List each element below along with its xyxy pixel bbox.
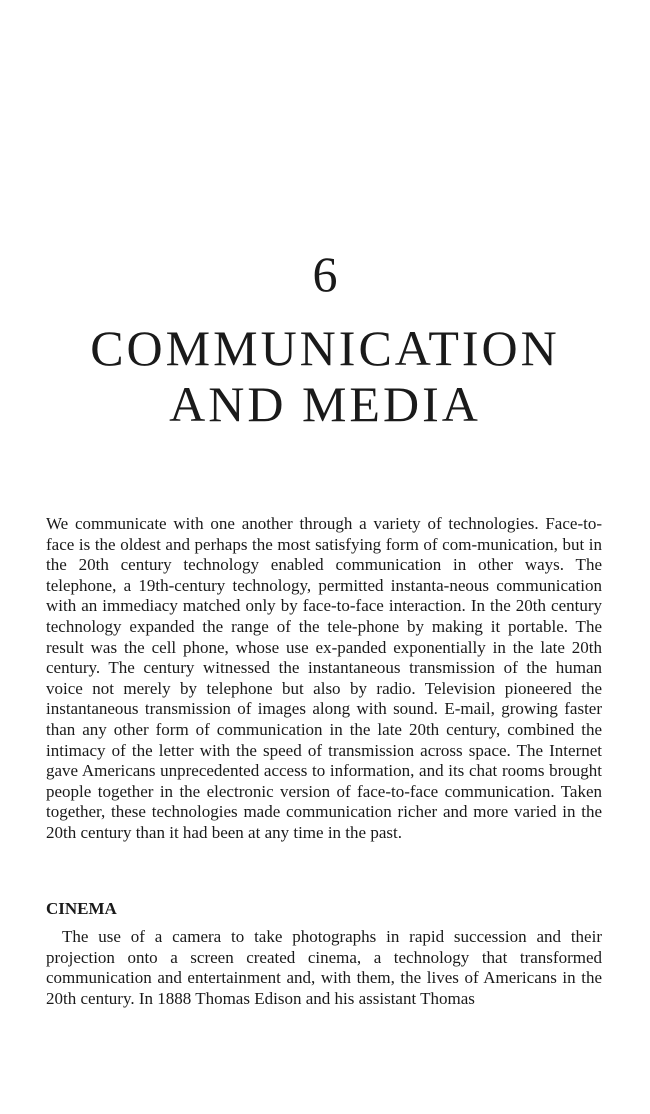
chapter-number: 6 — [312, 246, 338, 302]
section-paragraph: The use of a camera to take photographs in rapid succession and their projection onto a screen created cinema, a technology that transformed communication and entertainment and, with them, the lives of Americans in the 20th century. In 1888 Thomas Edison and his assistant Thomas — [46, 927, 602, 1008]
intro-paragraph: We communicate with one another through a variety of technologies. Face-to-face is the oldest and perhaps the most satisfying form of com-munication, but in the 20th century technology enabled communication in other ways. The telephone, a 19th-century technology, permitted instanta-neous communication with an immediacy matched only by face-to-face interaction. In the 20th century technology expanded the range of the tele-phone by making it portable. The result was the cell phone, whose use ex-panded exponentially in the late 20th century. The century witnessed the instantaneous transmission of the human voice not merely by telephone but also by radio. Television pioneered the instantaneous transmission of images along with sound. E-mail, growing faster than any other form of communication in the late 20th century, combined the intimacy of the letter with the speed of transmission across space. The Internet gave Americans unprecedented access to information, and its chat rooms brought people together in the electronic version of face-to-face communication. Taken together, these technologies made communication richer and more varied in the 20th century than it had been at any time in the past. — [46, 514, 602, 842]
chapter-title-line-1: COMMUNICATION — [90, 320, 560, 376]
chapter-title-line-2: AND MEDIA — [169, 376, 481, 432]
chapter-title — [0, 320, 650, 432]
section-heading: CINEMA — [46, 899, 117, 918]
